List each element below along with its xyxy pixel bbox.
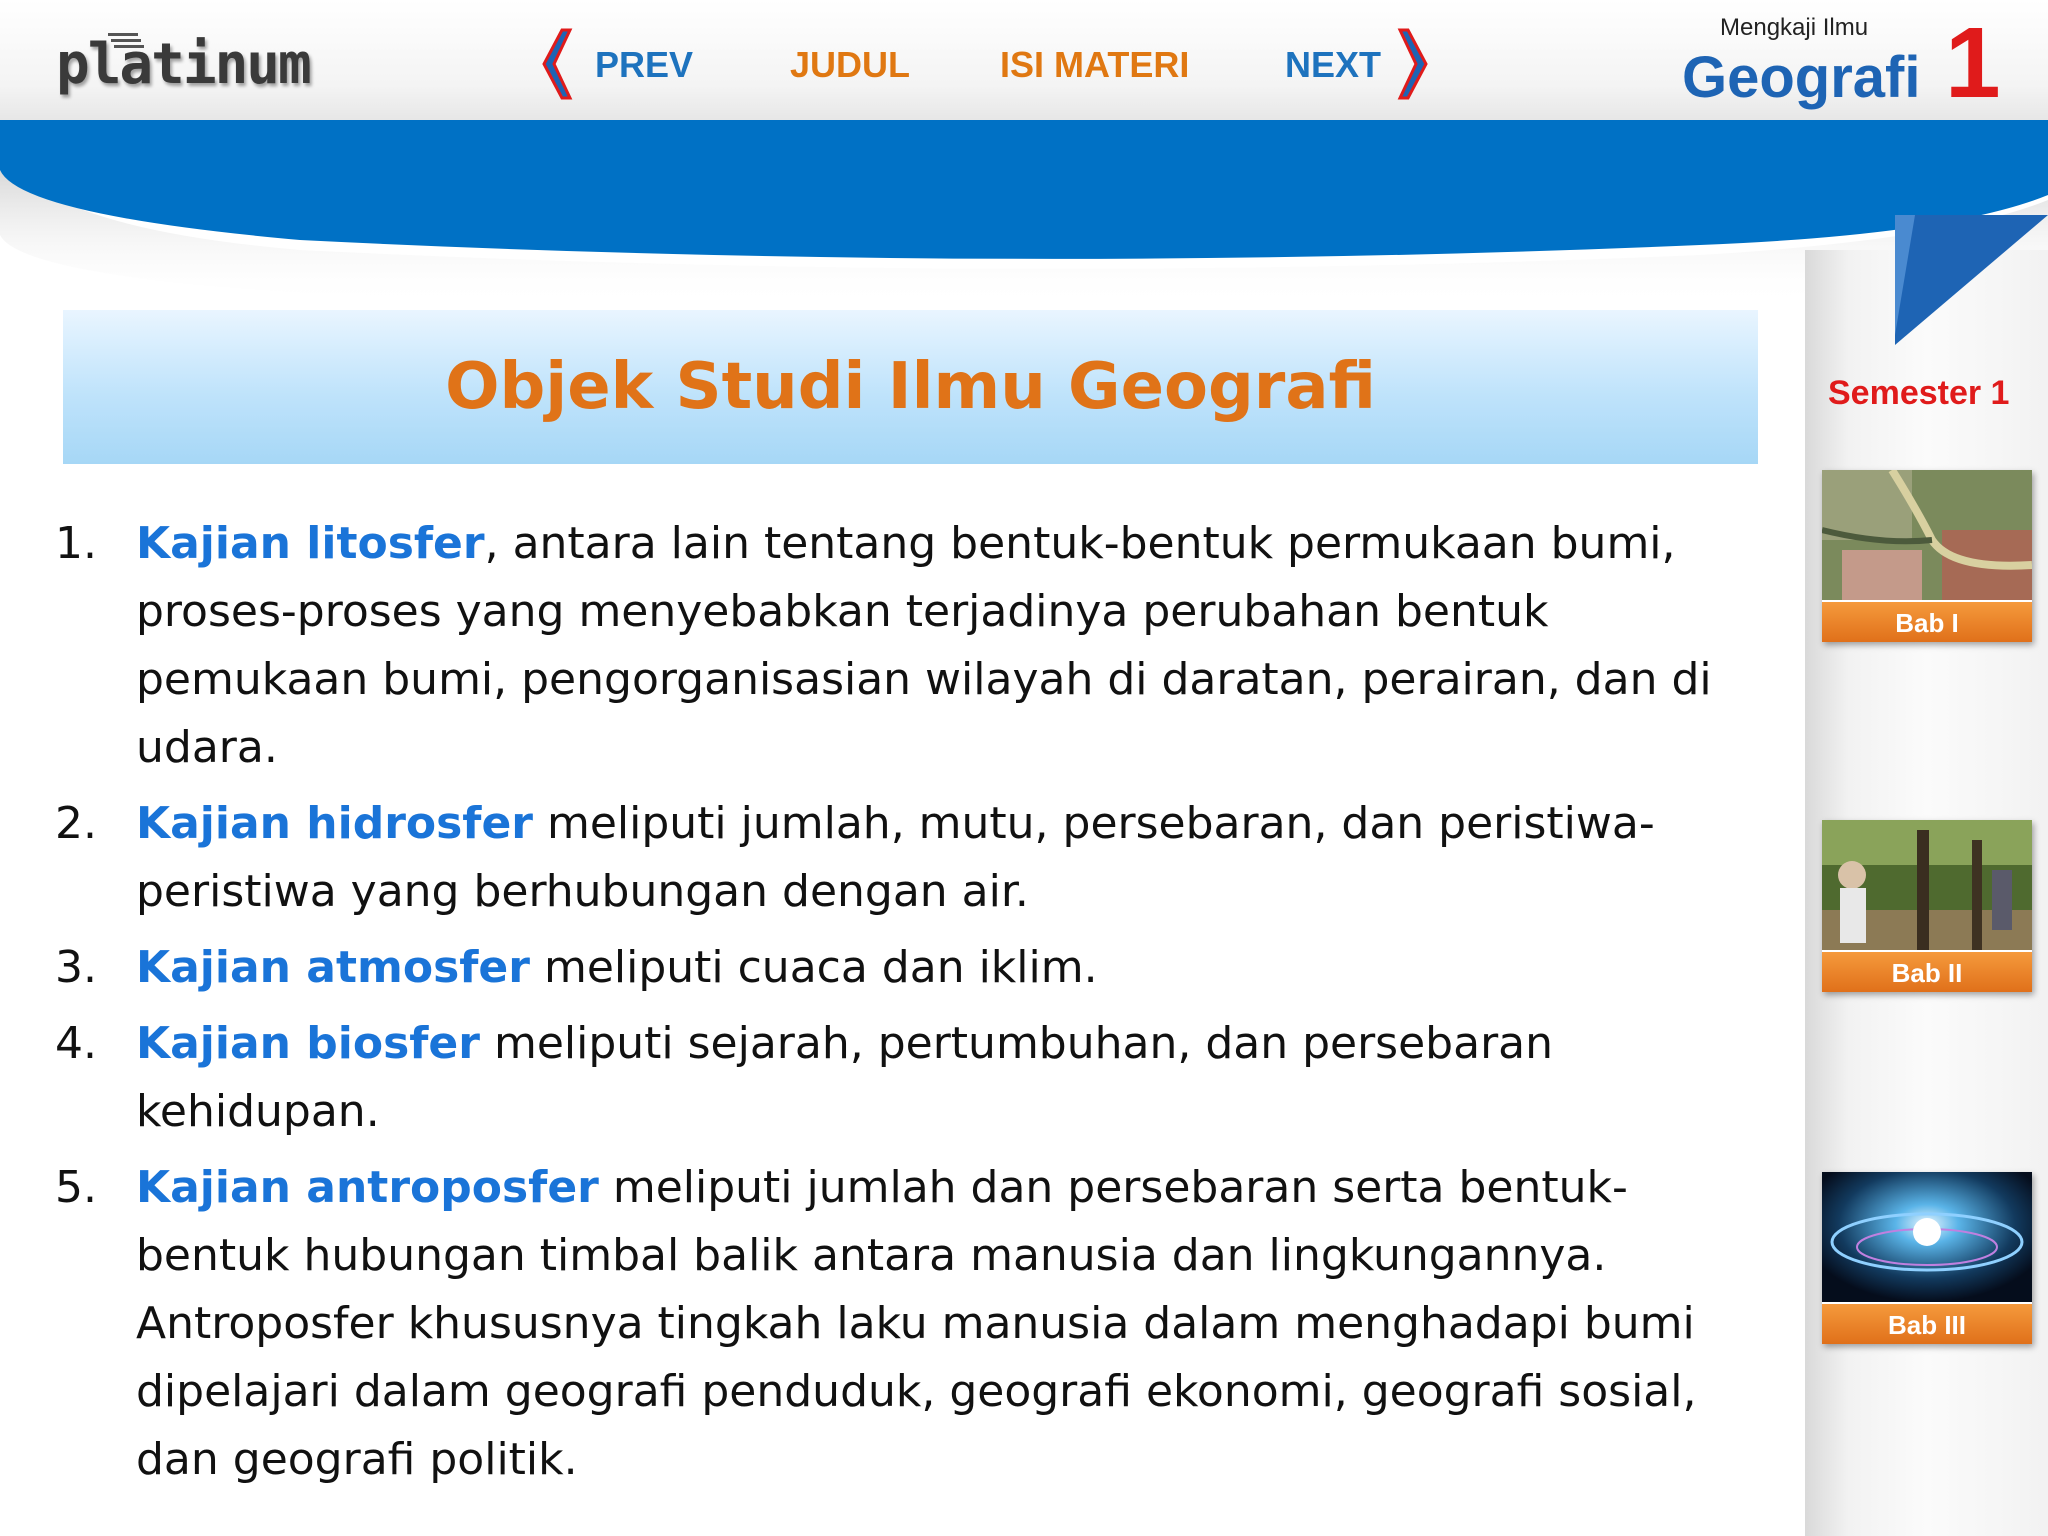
judul-button[interactable]: JUDUL <box>790 44 911 85</box>
isi-materi-button[interactable]: ISI MATERI <box>1000 44 1190 85</box>
corner-triangle-decoration <box>1895 215 2048 345</box>
list-item <box>55 934 1775 1002</box>
title-banner <box>63 310 1758 464</box>
list-item-term: Kajian biosfer <box>136 1018 480 1069</box>
list-item-term: Kajian litosfer <box>136 518 485 569</box>
bab-3-thumbnail <box>1822 1172 2032 1302</box>
brand-subtitle: Mengkaji Ilmu <box>1720 14 1869 41</box>
header-bar <box>0 0 2048 122</box>
list-item-term: Kajian atmosfer <box>136 942 530 993</box>
bab-3-label: Bab III <box>1822 1302 2032 1344</box>
list-item-term: Kajian hidrosfer <box>136 798 533 849</box>
list-item <box>55 790 1775 926</box>
list-item-text: meliputi cuaca dan iklim. <box>529 942 1098 993</box>
bab-1-label: Bab I <box>1822 600 2032 642</box>
list-item <box>55 1010 1775 1146</box>
bab-3-button[interactable] <box>1822 1172 2032 1344</box>
list-item-number: 1. <box>55 518 97 569</box>
list-item-text: meliputi jumlah dan persebaran serta bentuk-bentuk hubungan timbal balik antara manusia dan lingkungannya. Antroposfer khususnya tingkah laku manusia dalam menghadapi bumi dipelajari dalam geografi penduduk, geografi ekonomi, geografi sosial, dan geografi politik. <box>136 1162 1697 1485</box>
list-item-text: meliputi sejarah, pertumbuhan, dan persebaran kehidupan. <box>136 1018 1554 1137</box>
brand-title: Geografi <box>1682 45 1921 110</box>
list-item-text: , antara lain tentang bentuk-bentuk permukaan bumi, proses-proses yang menyebabkan terjadinya perubahan bentuk pemukaan bumi, pengorganisasian wilayah di daratan, perairan, dan di udara. <box>136 518 1712 773</box>
bab-1-thumbnail <box>1822 470 2032 600</box>
bab-1-button[interactable] <box>1822 470 2032 642</box>
blue-header-band <box>0 115 2048 315</box>
brand-number: 1 <box>1945 7 2001 119</box>
next-button[interactable]: NEXT <box>1285 44 1382 85</box>
page-title: Objek Studi Ilmu Geografi <box>445 350 1376 424</box>
list-item-number: 4. <box>55 1018 97 1069</box>
list-item <box>55 1154 1775 1494</box>
list-item-term: Kajian antroposfer <box>136 1162 599 1213</box>
semester-label: Semester 1 <box>1828 374 2010 412</box>
next-chevron-icon[interactable] <box>1390 28 1430 100</box>
prev-button[interactable]: PREV <box>595 44 694 85</box>
list-item-text: meliputi jumlah, mutu, persebaran, dan peristiwa-peristiwa yang berhubungan dengan air. <box>136 798 1655 917</box>
bab-2-button[interactable] <box>1822 820 2032 992</box>
prev-chevron-icon[interactable] <box>540 28 580 100</box>
logo-text: platinum <box>56 32 310 97</box>
list-item-number: 3. <box>55 942 97 993</box>
bab-2-label: Bab II <box>1822 950 2032 992</box>
bab-2-thumbnail <box>1822 820 2032 950</box>
list-item-number: 2. <box>55 798 97 849</box>
list-item-number: 5. <box>55 1162 97 1213</box>
list-item <box>55 510 1775 782</box>
content-list <box>55 510 1775 1502</box>
